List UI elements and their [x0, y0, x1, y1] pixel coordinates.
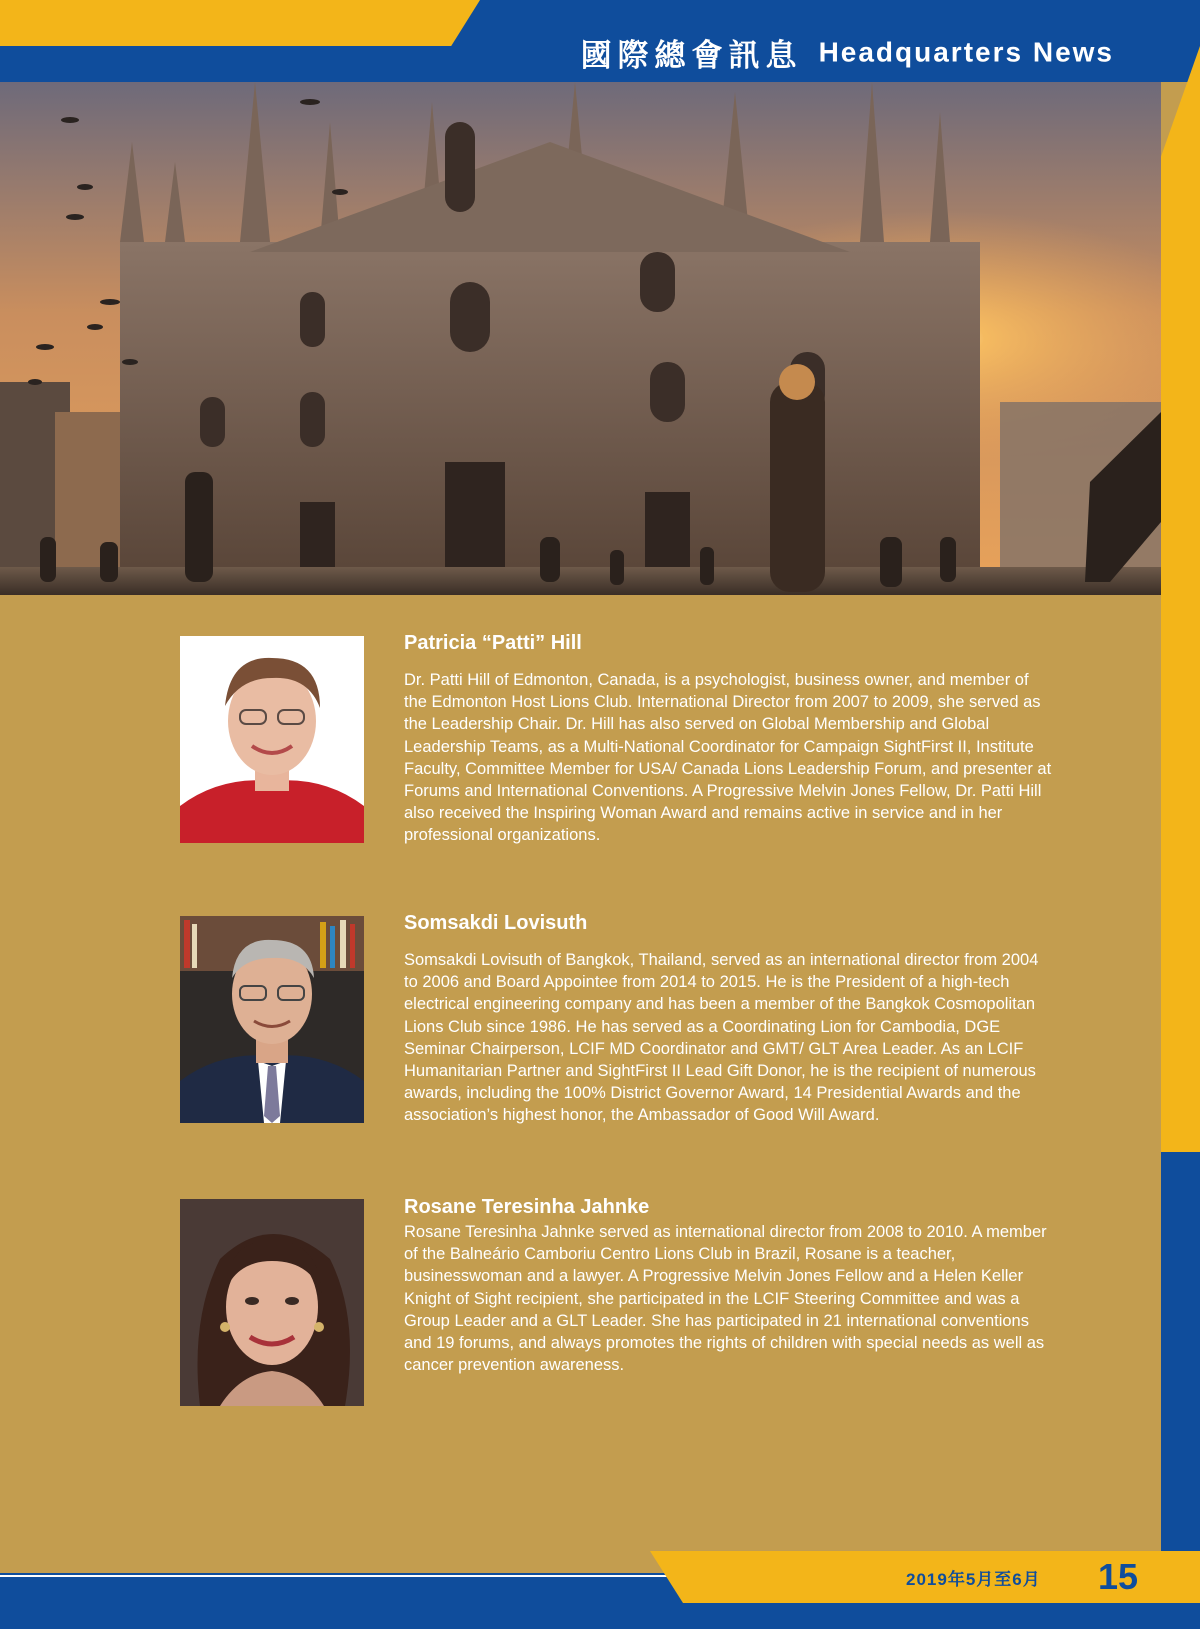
person-bio: Dr. Patti Hill of Edmonton, Canada, is a psychologist, business owner, and member of the Edmonton Host Lions Club. International Director from 2007 to 2009, she served as the Leadership Chair. Dr. Hill has also served on Global Membership and Global Leadership Teams, as a Multi-National Coordinator for Campaign SightFirst II, Institute Faculty, Committee Member for USA/ Canada Lions Leadership Forum, and presenter at Forums and International Conventions. A Progressive Melvin Jones Fellow, Dr. Patti Hill also received the Inspiring Woman Award and remains active in service and in her professional organizations. — [404, 671, 1052, 845]
portrait-patricia-hill — [180, 636, 364, 843]
portrait-rosane-jahnke — [180, 1199, 364, 1406]
header-accent-stripe — [0, 0, 480, 46]
section-title-english: Headquarters News — [818, 36, 1114, 68]
hero-photo-cathedral — [0, 82, 1161, 595]
page-number: 15 — [1098, 1556, 1139, 1597]
section-title — [581, 30, 1114, 75]
footer-divider — [0, 1575, 680, 1577]
person-bio: Rosane Teresinha Jahnke served as international director from 2008 to 2010. A member of the Balneário Camboriu Centro Lions Club in Brazil, Rosane is a teacher, businesswoman and a lawyer. A Progressive Melvin Jones Fellow and a Helen Keller Knight of Sight recipient, she participated in the LCIF Steering Committee and was a Group Leader and a GLT Leader. She has participated in 21 international conventions and 19 forums, and always promotes the rights of children with special needs as well as cancer prevention awareness. — [404, 1223, 1047, 1375]
issue-date: 2019年5月至6月 — [906, 1570, 1041, 1589]
person-bio: Somsakdi Lovisuth of Bangkok, Thailand, served as an international director from 2004 to 2006 and Board Appointee from 2014 to 2015. He is the President of a high-tech electrical engineering company and has been a member of the Bangkok Cosmopolitan Lions Club since 1986. He has served as a Coordinating Lion for Cambodia, DGE Seminar Chairperson, LCIF MD Coordinator and GMT/ GLT Area Leader. As an LCIF Humanitarian Partner and SightFirst II Lead Gift Donor, he is the recipient of numerous awards, including the 100% District Governor Award, 14 Presidential Awards and the association’s highest honor, the Ambassador of Good Will Award. — [404, 951, 1039, 1125]
side-accent-blue — [1161, 1152, 1200, 1552]
side-accent-yellow — [1161, 46, 1200, 1152]
person-name: Somsakdi Lovisuth — [404, 912, 588, 934]
section-title-chinese: 國際總會訊息 — [580, 38, 803, 73]
person-name: Patricia “Patti” Hill — [404, 632, 582, 654]
person-name: Rosane Teresinha Jahnke — [404, 1196, 650, 1218]
portrait-somsakdi-lovisuth — [180, 916, 364, 1123]
